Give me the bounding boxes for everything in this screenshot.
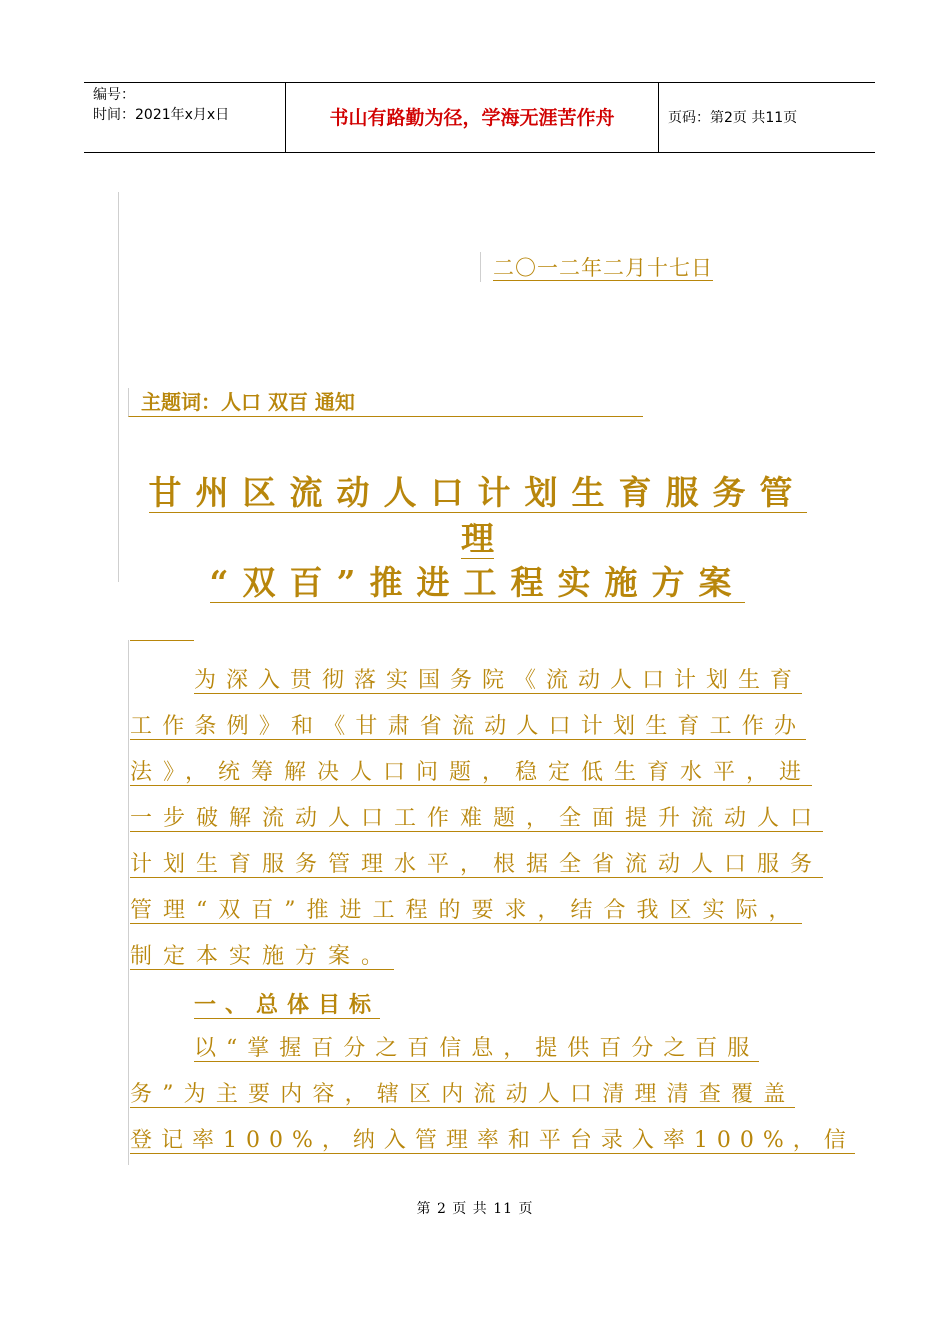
doc-title-text: “双百”推进工程实施方案 <box>209 563 746 602</box>
body-line <box>130 942 832 972</box>
body-text: 为深入贯彻落实国务院《流动人口计划生育 <box>194 668 803 693</box>
document-date <box>480 252 713 282</box>
section-heading <box>194 988 380 1019</box>
doc-title-text: 理 <box>461 519 494 558</box>
body-line <box>130 1126 855 1156</box>
header-page-label: 页码：第2页 共11页 <box>668 110 798 126</box>
time-label: 时间：2021年x月x日 <box>93 107 230 123</box>
body-text: 务”为主要内容，辖区内流动人口清理清查覆盖 <box>130 1082 796 1107</box>
body-line <box>130 758 832 788</box>
body-line <box>130 896 832 926</box>
body-line <box>130 804 832 834</box>
section-heading-text: 一、总体目标 <box>194 992 381 1018</box>
margin-line <box>128 640 129 1165</box>
body-text: 登记率100%，纳入管理率和平台录入率100%，信 <box>130 1128 855 1153</box>
header-meta <box>93 85 229 125</box>
body-text: 制定本实施方案。 <box>130 944 395 969</box>
doc-title-line-1 <box>130 470 825 516</box>
body-line <box>130 1080 832 1110</box>
number-label: 编号： <box>93 87 135 103</box>
body-text: 管理“双百”推进工程的要求，结合我区实际， <box>130 898 802 923</box>
margin-line <box>118 192 119 582</box>
header-motto: 书山有路勤为径，学海无涯苦作舟 <box>329 107 615 129</box>
body-line <box>194 666 834 696</box>
body-text: 以“掌握百分之百信息，提供百分之百服 <box>194 1036 760 1061</box>
doc-title-text: 甘州区流动人口计划生育服务管 <box>148 473 807 512</box>
body-line <box>130 850 832 880</box>
body-text: 一步破解流动人口工作难题，全面提升流动人口 <box>130 806 824 831</box>
body-text: 工作条例》和《甘肃省流动人口计划生育工作办 <box>130 714 807 739</box>
separator-line <box>130 640 194 641</box>
body-line <box>130 712 832 742</box>
keywords-line: 主题词：人口 双百 通知 <box>128 388 643 417</box>
body-text: 法》，统筹解决人口问题，稳定低生育水平，进 <box>130 760 813 785</box>
date-text: 二〇一二年二月十七日 <box>493 256 713 280</box>
body-line <box>194 1034 834 1064</box>
header-table <box>84 82 875 153</box>
header-divider <box>658 83 659 152</box>
body-text: 计划生育服务管理水平，根据全省流动人口服务 <box>130 852 824 877</box>
page-footer: 第 2 页 共 11 页 <box>416 1201 534 1217</box>
doc-title-line-3 <box>130 560 825 606</box>
doc-title-line-2 <box>130 516 825 562</box>
